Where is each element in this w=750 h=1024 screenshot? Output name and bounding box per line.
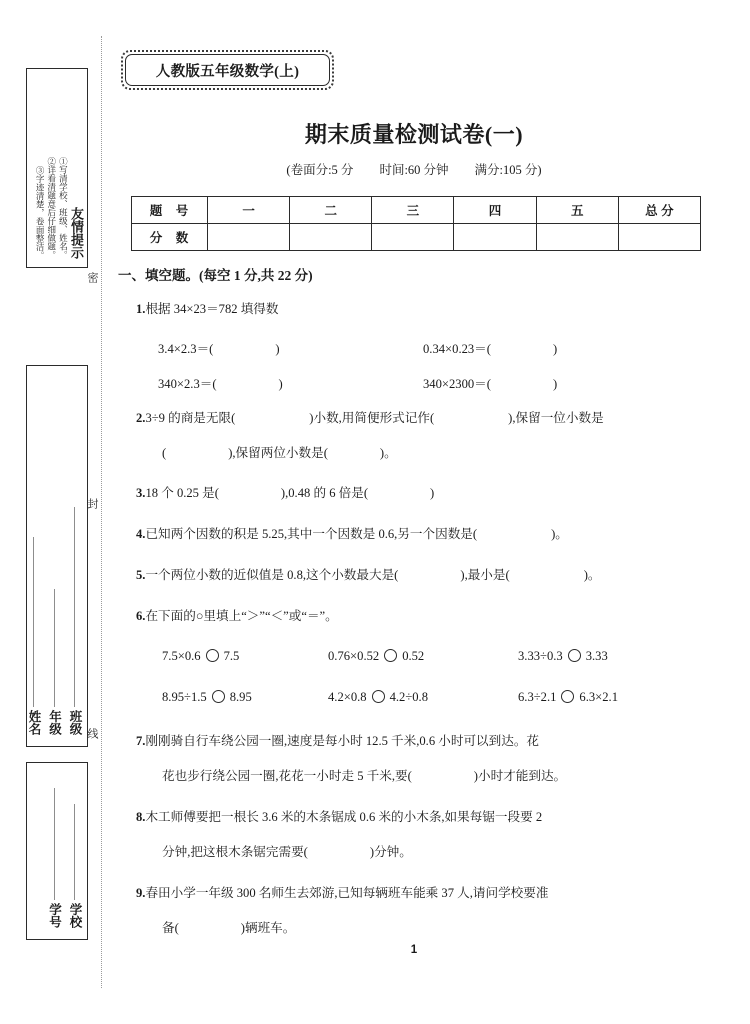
q1-expr-2: 0.34×0.23＝( [423,342,491,356]
question-6-pair-2 [328,649,424,664]
class-field-label: 班级 [68,710,82,735]
score-cell-4[interactable] [454,224,536,251]
question-9-number: 9. [136,886,146,900]
score-table-col-3: 三 [372,197,454,224]
page-title: 期末质量检测试卷(一) [304,122,524,147]
badge-label: 人教版五年级数学(上) [155,63,300,80]
badge-inner-frame [125,54,330,86]
question-8-line-1 [136,811,542,824]
question-1-row-1-right [423,338,557,357]
q6-pair-4-right: 8.95 [229,690,252,704]
question-8-line-2 [162,846,412,859]
q5-text-b: ),最小是( [460,568,510,582]
q6-pair-5-left: 4.2×0.8 [328,690,367,704]
q6-pair-3-left: 3.33÷0.3 [518,649,563,663]
q6-pair-3-right: 3.33 [585,649,608,663]
q6-pair-4-left: 8.95÷1.5 [162,690,207,704]
friendly-tip-item-1: ①写清学校、班级、姓名。 [58,157,69,259]
q6-compare-circle-4[interactable] [212,690,225,703]
q1-expr-1-close: ) [275,342,280,356]
question-6 [136,610,338,623]
q6-pair-6-left: 6.3÷2.1 [518,690,557,704]
school-info-box [26,762,88,940]
q2-text-c: ),保留一位小数是 [508,411,604,425]
question-5-number: 5. [136,568,146,582]
q6-pair-1-left: 7.5×0.6 [162,649,201,663]
q2-text-d: ( [162,446,167,460]
class-field[interactable] [69,366,82,736]
q6-compare-circle-1[interactable] [206,649,219,662]
seal-column [0,0,118,1024]
friendly-tips-box [26,68,88,268]
question-6-pair-1 [162,649,239,664]
q9-text-b: )辆班车。 [240,921,296,935]
section-heading-fill-blanks: 一、填空题。(每空 1 分,共 22 分) [118,268,313,283]
q3-text-b: ),0.48 的 6 倍是( [280,486,369,500]
q9-text-line-1: 春田小学一年级 300 名师生去郊游,已知每辆班车能乘 37 人,请问学校要准 [145,886,549,900]
grade-field-label: 年级 [47,710,62,735]
score-table-col-2: 二 [290,197,372,224]
exam-subtitle [118,160,710,178]
question-9-line-1 [136,887,548,900]
q1-expr-1: 3.4×2.3＝( [158,342,214,356]
q6-pair-1-right: 7.5 [223,649,240,663]
q6-compare-circle-6[interactable] [561,690,574,703]
question-1-row-2-right [423,373,557,392]
q8-text-a: 分钟,把这根木条锯完需要( [162,845,308,859]
table-row-question-numbers [132,197,701,224]
question-2-line-1 [136,412,604,425]
question-9-line-2 [162,922,295,935]
question-4 [136,528,568,541]
seal-mark-mi: 密 [86,272,98,283]
q5-text-c: )。 [583,568,601,582]
q6-compare-circle-5[interactable] [372,690,385,703]
question-6-pair-6 [518,690,618,705]
friendly-tips-title: 友情提示 [69,207,84,259]
question-6-pair-3 [518,649,608,664]
friendly-tip-item-2: ②详看清题意后仔细做题。 [46,157,57,259]
q4-text-b: )。 [551,527,568,541]
question-7-line-2 [162,770,566,783]
q7-text-b: )小时才能到达。 [473,769,567,783]
q3-text-a: 18 个 0.25 是( [145,486,219,500]
exam-duration: 时间:60 分钟 [379,163,449,177]
question-2-number: 2. [136,411,146,425]
q1-expr-4: 340×2300＝( [423,377,491,391]
q1-expr-4-close: ) [552,377,558,391]
friendly-tip-item-3: ③字迹清楚，卷面整洁。 [35,165,46,259]
exam-full-score: 满分:105 分) [474,163,542,177]
school-field-label: 学校 [68,903,82,928]
question-3-number: 3. [136,486,146,500]
student-id-field-label: 学号 [47,903,62,928]
score-table-col-total: 总 分 [618,197,700,224]
score-cell-5[interactable] [536,224,618,251]
question-1-number: 1. [136,302,146,316]
q2-text-f: )。 [379,446,397,460]
score-table-col-1: 一 [208,197,290,224]
exam-content [118,0,750,1024]
name-field-label: 姓名 [27,710,41,735]
score-table-col-4: 四 [454,197,536,224]
score-cell-total[interactable] [618,224,700,251]
question-7-line-1 [136,735,539,748]
name-field-line[interactable] [33,537,34,707]
exam-paper-score: (卷面分:5 分 [286,163,354,177]
q6-pair-6-right: 6.3×2.1 [579,690,618,704]
page-number: 1 [410,944,418,956]
question-7-number: 7. [136,734,146,748]
table-row-scores [132,224,701,251]
question-1 [136,303,279,316]
student-id-field[interactable] [48,763,61,929]
q5-text-a: 一个两位小数的近似值是 0.8,这个小数最大是( [145,568,399,582]
grade-field[interactable] [48,366,61,736]
seal-dotted-line [101,36,102,988]
class-field-line[interactable] [74,507,75,707]
textbook-edition-badge [121,50,334,90]
question-6-pair-4 [162,690,252,705]
question-5 [136,569,601,582]
q4-text-a: 已知两个因数的积是 5.25,其中一个因数是 0.6,另一个因数是( [145,527,478,541]
q2-text-b: )小数,用简便形式记作( [309,411,435,425]
question-6-pair-5 [328,690,428,705]
score-table-row-label-0: 题 号 [132,197,208,224]
question-1-row-1-left [158,338,280,357]
q8-text-b: )分钟。 [369,845,412,859]
score-cell-3[interactable] [372,224,454,251]
question-8-number: 8. [136,810,146,824]
q6-compare-circle-3[interactable] [568,649,581,662]
name-field[interactable] [28,366,41,736]
question-2-line-2 [162,447,397,460]
grade-field-line[interactable] [54,589,55,707]
question-6-number: 6. [136,609,146,623]
seal-mark-xian: 线 [86,728,98,739]
question-4-number: 4. [136,527,146,541]
q6-pair-2-right: 0.52 [402,649,425,663]
seal-mark-feng: 封 [86,498,98,509]
q6-pair-5-right: 4.2÷0.8 [389,690,428,704]
school-field[interactable] [69,763,82,929]
q1-expr-3-close: ) [278,377,283,391]
q1-expr-2-close: ) [552,342,558,356]
q6-pair-2-left: 0.76×0.52 [328,649,380,663]
score-table-col-5: 五 [536,197,618,224]
question-1-row-2-left [158,373,283,392]
student-id-field-line[interactable] [54,788,55,900]
q2-text-a: 3÷9 的商是无限( [145,411,236,425]
school-field-line[interactable] [74,804,75,900]
q7-text-line-1: 刚刚骑自行车绕公园一圈,速度是每小时 12.5 千米,0.6 小时可以到达。花 [145,734,540,748]
q6-text: 在下面的○里填上“＞”“＜”或“＝”。 [145,609,338,623]
question-3 [136,487,434,500]
score-cell-2[interactable] [290,224,372,251]
q1-expr-3: 340×2.3＝( [158,377,217,391]
score-cell-1[interactable] [208,224,290,251]
score-table-row-label-1: 分 数 [132,224,208,251]
student-info-box [26,365,88,747]
q2-text-e: ),保留两位小数是( [228,446,328,460]
score-table [131,196,701,251]
q6-compare-circle-2[interactable] [384,649,397,662]
q9-text-a: 备( [162,921,179,935]
question-1-text: 根据 34×23＝782 填得数 [145,302,279,316]
q3-text-c: ) [430,486,435,500]
q8-text-line-1: 木工师傅要把一根长 3.6 米的木条锯成 0.6 米的小木条,如果每锯一段要 2 [145,810,543,824]
q7-text-a: 花也步行绕公园一圈,花花一小时走 5 千米,要( [162,769,412,783]
